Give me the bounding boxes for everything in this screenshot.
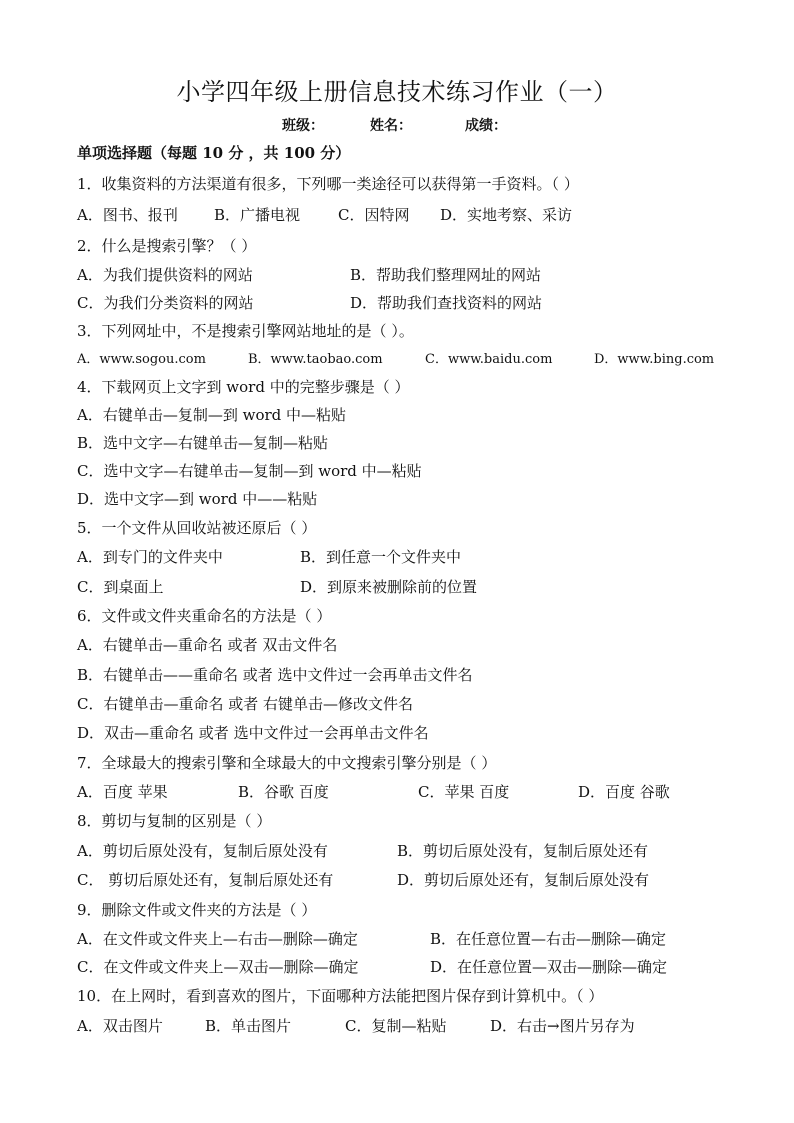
section-heading: 单项选择题（每题 10 分 ，共 100 分）: [77, 144, 351, 162]
q5-option-c: C．到桌面上: [77, 578, 164, 596]
q10-option-a: A．双击图片: [77, 1017, 163, 1035]
q10-option-b: B．单击图片: [205, 1017, 292, 1035]
q1-option-a: A．图书、报刊: [77, 206, 178, 224]
q1-option-d: D．实地考察、采访: [440, 206, 573, 224]
q2-option-b: B．帮助我们整理网址的网站: [350, 266, 542, 284]
question-1: 1．收集资料的方法渠道有很多，下列哪一类途径可以获得第一手资料。（ ）: [77, 175, 579, 193]
name-label: 姓名：: [370, 118, 412, 134]
q7-option-b: B．谷歌 百度: [238, 783, 329, 801]
q4-option-a: A．右键单击—复制—到 word 中—粘贴: [77, 406, 347, 424]
q10-option-d: D．右击→图片另存为: [490, 1017, 635, 1035]
q3-option-b: B．www.taobao.com: [248, 352, 383, 367]
q3-option-c: C．www.baidu.com: [425, 352, 553, 367]
q6-option-b: B．右键单击——重命名 或者 选中文件过一会再单击文件名: [77, 666, 473, 684]
q4-option-d: D．选中文字—到 word 中——粘贴: [77, 490, 318, 508]
q8-option-c: C． 剪切后原处还有，复制后原处还有: [77, 871, 334, 889]
q4-option-c: C．选中文字—右键单击—复制—到 word 中—粘贴: [77, 462, 422, 480]
question-7: 7．全球最大的搜索引擎和全球最大的中文搜索引擎分别是（ ）: [77, 754, 497, 772]
q9-option-a: A．在文件或文件夹上—右击—删除—确定: [77, 930, 358, 948]
q8-option-a: A．剪切后原处没有，复制后原处没有: [77, 842, 328, 860]
q7-option-a: A．百度 苹果: [77, 783, 168, 801]
page-title: 小学四年级上册信息技术练习作业（一）: [176, 78, 618, 106]
question-9: 9．删除文件或文件夹的方法是（ ）: [77, 901, 317, 919]
q2-option-a: A．为我们提供资料的网站: [77, 266, 253, 284]
score-label: 成绩：: [465, 118, 507, 134]
q9-option-b: B．在任意位置—右击—删除—确定: [430, 930, 667, 948]
question-10: 10．在上网时，看到喜欢的图片，下面哪种方法能把图片保存到计算机中。（ ）: [77, 987, 604, 1005]
question-4: 4．下载网页上文字到 word 中的完整步骤是（ ）: [77, 378, 410, 396]
q2-option-c: C．为我们分类资料的网站: [77, 294, 254, 312]
question-3: 3．下列网址中，不是搜索引擎网站地址的是（ ）。: [77, 322, 414, 340]
q9-option-c: C．在文件或文件夹上—双击—删除—确定: [77, 958, 359, 976]
q6-option-d: D．双击—重命名 或者 选中文件过一会再单击文件名: [77, 724, 429, 742]
q4-option-b: B．选中文字—右键单击—复制—粘贴: [77, 434, 329, 452]
question-6: 6．文件或文件夹重命名的方法是（ ）: [77, 607, 332, 625]
q6-option-c: C．右键单击—重命名 或者 右键单击—修改文件名: [77, 695, 414, 713]
q8-option-b: B．剪切后原处没有，复制后原处还有: [397, 842, 649, 860]
q1-option-c: C．因特网: [338, 206, 410, 224]
q2-option-d: D．帮助我们查找资料的网站: [350, 294, 543, 312]
q10-option-c: C．复制—粘贴: [345, 1017, 447, 1035]
q6-option-a: A．右键单击—重命名 或者 双击文件名: [77, 636, 338, 654]
q5-option-d: D．到原来被删除前的位置: [300, 578, 478, 596]
q5-option-a: A．到专门的文件夹中: [77, 548, 223, 566]
question-5: 5．一个文件从回收站被还原后（ ）: [77, 519, 317, 537]
q9-option-d: D．在任意位置—双击—删除—确定: [430, 958, 668, 976]
q3-option-d: D．www.bing.com: [594, 352, 715, 367]
question-2: 2．什么是搜索引擎？（ ）: [77, 237, 257, 255]
q8-option-d: D．剪切后原处还有，复制后原处没有: [397, 871, 650, 889]
q3-option-a: A．www.sogou.com: [77, 352, 206, 367]
question-8: 8．剪切与复制的区别是（ ）: [77, 812, 272, 830]
q1-option-b: B．广播电视: [214, 206, 301, 224]
q5-option-b: B．到任意一个文件夹中: [300, 548, 462, 566]
q7-option-d: D．百度 谷歌: [578, 783, 670, 801]
class-label: 班级：: [282, 118, 324, 134]
q7-option-c: C．苹果 百度: [418, 783, 510, 801]
